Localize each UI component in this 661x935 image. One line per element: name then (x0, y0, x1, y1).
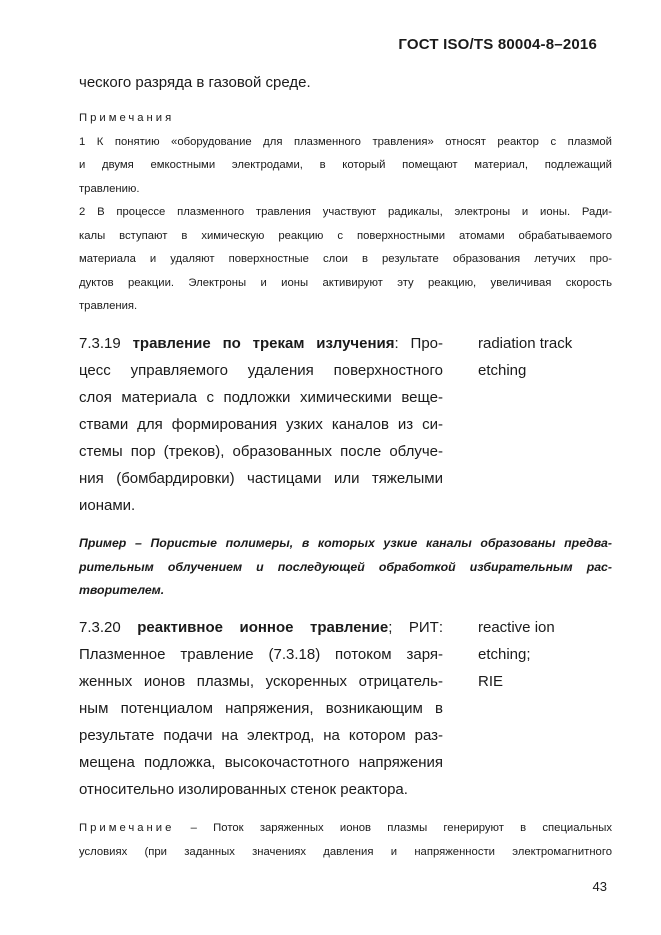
definition-line: цесс управляемого удаления поверхностного (79, 362, 443, 379)
definition-line: стемы пор (треков), образованных после облуче- (79, 443, 443, 460)
note-line: травлению. (79, 182, 140, 195)
definition-line: мещена подложка, высокочастотного напряжения (79, 754, 443, 771)
definition-line: ным потенциалом напряжения, возникающим в (79, 700, 443, 717)
note-line: условиях (при заданных значениях давления и напряженности электромагнитного (79, 845, 612, 858)
note-line: дуктов реакции. Электроны и ионы активируют эту реакцию, увеличивая скорость (79, 276, 612, 289)
note-line: травления. (79, 300, 138, 312)
term-separator: : Про- (394, 335, 444, 352)
definition-line: относительно изолированных стенок реактора. (79, 781, 408, 798)
term-separator: ; РИТ: (388, 619, 443, 636)
term-first-line (79, 614, 443, 641)
note-line: калы вступают в химическую реакцию с поверхностными атомами обрабатываемого (79, 229, 612, 242)
definition-line: слоя материала с подложки химическими веще- (79, 389, 443, 406)
definition-line: ствами для формирования узких каналов из си- (79, 416, 443, 433)
english-term-line: etching; (478, 646, 531, 663)
example-line: рительным облучением и последующей обработкой избирательным рас- (79, 559, 612, 574)
page-number: 43 (592, 879, 607, 894)
note-label: Примечание (79, 822, 175, 834)
term-name: реактивное ионное травление (137, 619, 389, 636)
english-term-7-3-20 (478, 614, 555, 695)
term-name: травление по трекам излучения (132, 335, 395, 352)
example-block (79, 532, 612, 603)
example-line: творителем. (79, 583, 165, 597)
document-header: ГОСТ ISO/TS 80004-8–2016 (398, 36, 597, 53)
example-line: Пример – Пористые полимеры, в которых узкие каналы образованы предва- (79, 536, 612, 550)
continuation-text: ческого разряда в газовой среде. (79, 74, 311, 91)
english-term-line: RIE (478, 673, 504, 690)
english-term-line: radiation track (478, 335, 573, 352)
term-first-line (79, 330, 443, 357)
definition-line: женных ионов плазмы, ускоренных отрицатель- (79, 673, 443, 690)
note-line: 1 К понятию «оборудование для плазменного травления» относят реактор с плазмой (79, 135, 612, 148)
note-line: 2 В процессе плазменного травления участвуют радикалы, электроны и ионы. Ради- (79, 206, 612, 218)
note-line: и двумя емкостными электродами, в который помещают материал, подлежащий (79, 159, 612, 171)
definition-line: результате подачи на электрод, на котором раз- (79, 727, 443, 744)
english-term-7-3-19 (478, 330, 572, 384)
definition-line: ионами. (79, 497, 136, 514)
term-entry-7-3-19 (79, 330, 443, 519)
english-term-line: etching (478, 362, 527, 379)
notes-heading: Примечания (79, 112, 175, 124)
definition-line: ния (бомбардировки) частицами или тяжелыми (79, 470, 443, 487)
note-line: материала и удаляют поверхностные слои в результате образования летучих про- (79, 253, 612, 265)
definition-line: Плазменное травление (7.3.18) потоком заря- (79, 646, 443, 663)
term-number: 7.3.20 (79, 619, 121, 636)
term-number: 7.3.19 (79, 335, 121, 352)
english-term-line: reactive ion (478, 619, 555, 636)
final-note (79, 817, 612, 864)
note-text: – Поток заряженных ионов плазмы генерируют в специальных (174, 822, 612, 834)
notes-block (79, 107, 612, 319)
term-entry-7-3-20 (79, 614, 443, 803)
note-line (79, 817, 612, 841)
